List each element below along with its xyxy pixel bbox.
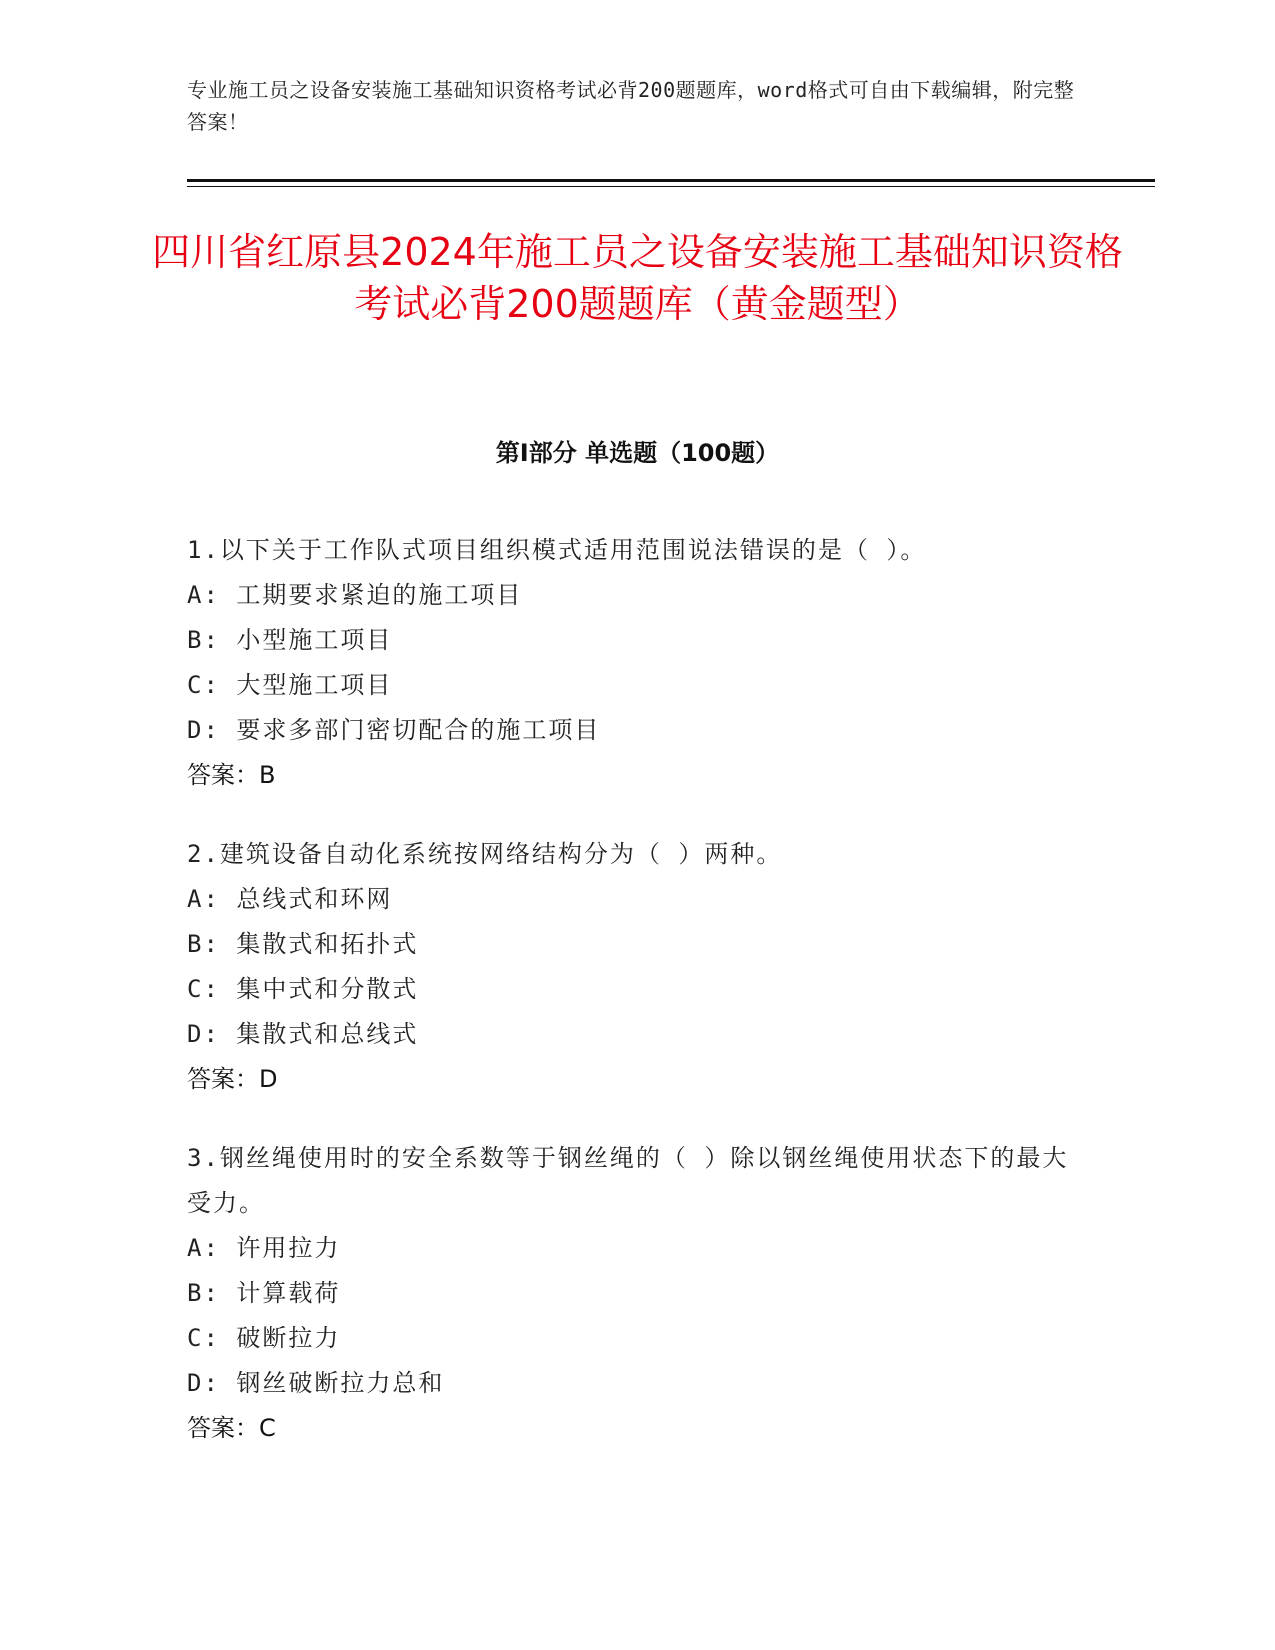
option-c: C: 集中式和分散式 (187, 975, 419, 1003)
header-rule-thin (187, 186, 1155, 187)
option-a: A: 许用拉力 (187, 1234, 341, 1262)
question-item (187, 1136, 1087, 1451)
document-title: 四川省红原县2024年施工员之设备安装施工基础知识资格考试必背200题题库（黄金题型） (152, 230, 1123, 326)
question-answer: 答案：D (187, 1065, 278, 1093)
option-b: B: 计算载荷 (187, 1279, 341, 1307)
question-stem: 1.以下关于工作队式项目组织模式适用范围说法错误的是（ ）。 (187, 536, 927, 564)
question-stem: 3.钢丝绳使用时的安全系数等于钢丝绳的（ ）除以钢丝绳使用状态下的最大受力。 (187, 1144, 1069, 1217)
option-d: D: 集散式和总线式 (187, 1020, 419, 1048)
question-list (187, 528, 1087, 1485)
option-c: C: 破断拉力 (187, 1324, 341, 1352)
section-title: 第I部分 单选题（100题） (495, 439, 780, 467)
option-b: B: 集散式和拓扑式 (187, 930, 419, 958)
option-c: C: 大型施工项目 (187, 671, 393, 699)
question-answer: 答案：C (187, 1414, 276, 1442)
question-item (187, 832, 1087, 1102)
question-item (187, 528, 1087, 798)
header-rule-thick (187, 179, 1155, 182)
option-d: D: 要求多部门密切配合的施工项目 (187, 716, 601, 744)
option-a: A: 总线式和环网 (187, 885, 393, 913)
question-stem: 2.建筑设备自动化系统按网络结构分为（ ）两种。 (187, 840, 783, 868)
option-d: D: 钢丝破断拉力总和 (187, 1369, 445, 1397)
question-answer: 答案：B (187, 761, 276, 789)
option-b: B: 小型施工项目 (187, 626, 393, 654)
option-a: A: 工期要求紧迫的施工项目 (187, 581, 523, 609)
header-note: 专业施工员之设备安装施工基础知识资格考试必背200题题库，word格式可自由下载编辑，附完整答案！ (187, 78, 1075, 134)
